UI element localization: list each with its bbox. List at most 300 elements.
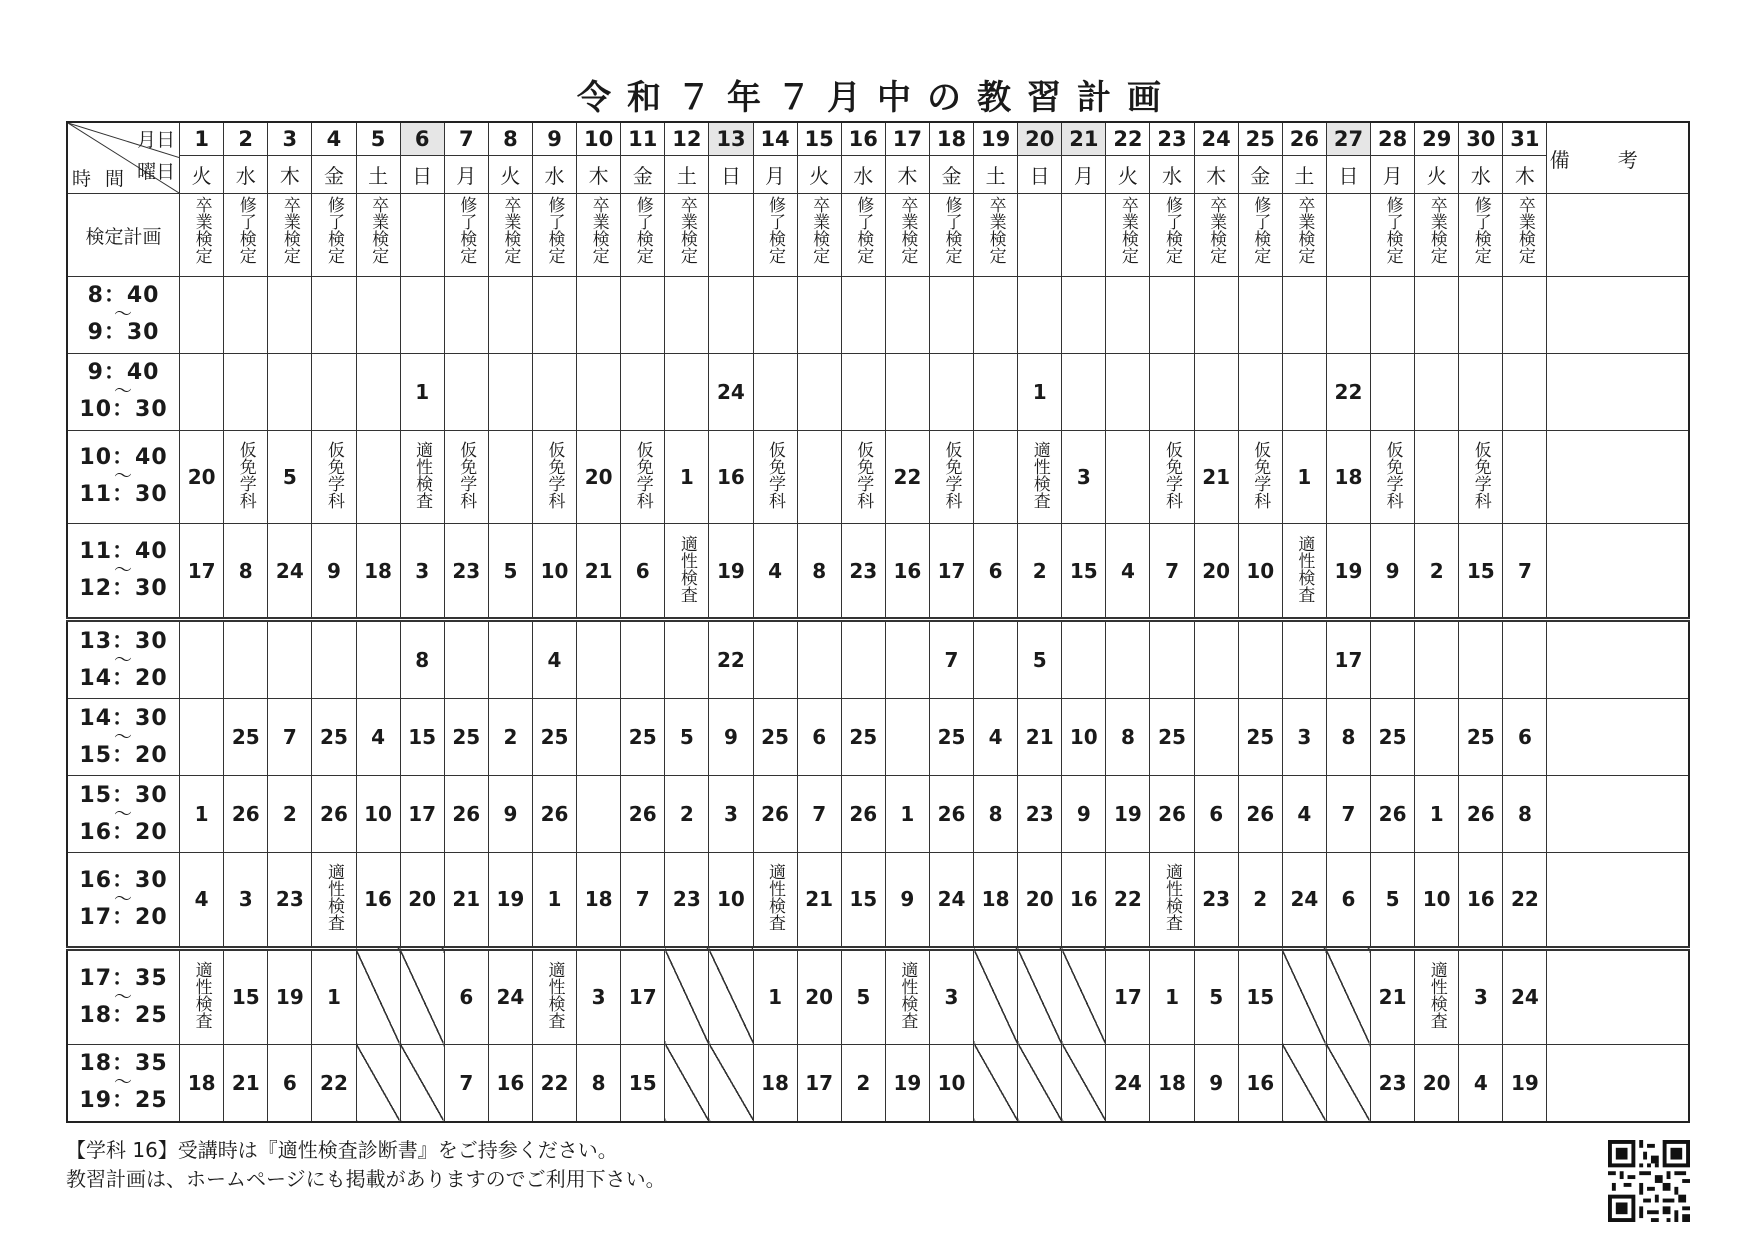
lesson-number-cell: 26 [312,776,356,853]
no-class-cell [709,1044,753,1122]
plan-cell [268,194,312,277]
weekday-header: 火 [1415,156,1459,194]
lesson-number-cell: 10 [709,852,753,948]
lesson-number-cell: 26 [753,776,797,853]
lesson-number-cell: 25 [1150,699,1194,776]
plan-cell [885,194,929,277]
weekday-header: 水 [1459,156,1503,194]
remarks-cell [1547,194,1689,277]
plan-text: 卒業検定 [1514,196,1535,264]
day-header-17: 17 [885,122,929,156]
lesson-number-cell: 6 [974,524,1018,620]
time-end: 12：30 [79,576,168,602]
plan-text: 卒業検定 [1206,196,1227,264]
time-slot-label [67,524,180,620]
lesson-number-cell: 5 [1018,620,1062,699]
plan-cell [621,194,665,277]
lesson-number-cell: 6 [268,1044,312,1122]
special-class-cell [665,524,709,620]
lesson-number-cell: 25 [312,699,356,776]
special-class-cell [753,852,797,948]
lesson-number-cell [1194,277,1238,354]
lesson-number-cell: 23 [268,852,312,948]
lesson-number-cell: 24 [1282,852,1326,948]
time-end: 14：20 [79,665,168,691]
lesson-number-cell: 26 [224,776,268,853]
special-class-text: 適性検査 [412,440,433,509]
day-header-28: 28 [1371,122,1415,156]
lesson-number-cell: 19 [885,1044,929,1122]
lesson-number-cell: 16 [356,852,400,948]
time-start: 9：40 [87,360,160,386]
lesson-number-cell: 2 [1415,524,1459,620]
weekday-header: 木 [1194,156,1238,194]
time-slot-row [67,524,1689,620]
lesson-number-cell: 2 [665,776,709,853]
time-end: 17：20 [79,904,168,930]
special-class-text: 仮免学科 [456,440,477,509]
lesson-number-cell: 16 [885,524,929,620]
lesson-number-cell: 3 [400,524,444,620]
weekday-header: 火 [180,156,224,194]
day-header-3: 3 [268,122,312,156]
lesson-number-cell: 21 [1194,430,1238,523]
lesson-number-cell [1371,277,1415,354]
lesson-number-cell: 1 [1415,776,1459,853]
lesson-number-cell: 1 [1150,948,1194,1044]
lesson-number-cell [1326,277,1370,354]
remarks-cell [1547,948,1689,1044]
weekday-header: 土 [974,156,1018,194]
lesson-number-cell [1194,353,1238,430]
lesson-number-cell [621,277,665,354]
time-slot-row [67,1044,1689,1122]
special-class-cell [180,948,224,1044]
day-header-2: 2 [224,122,268,156]
remarks-cell [1547,353,1689,430]
no-class-cell [665,948,709,1044]
lesson-number-cell: 1 [665,430,709,523]
lesson-number-cell [1415,430,1459,523]
day-header-29: 29 [1415,122,1459,156]
lesson-number-cell [488,430,532,523]
time-end: 18：25 [79,1002,168,1028]
lesson-number-cell [400,277,444,354]
plan-cell [312,194,356,277]
lesson-number-cell [1503,277,1547,354]
day-header-26: 26 [1282,122,1326,156]
special-class-cell [400,430,444,523]
lesson-number-cell: 9 [709,699,753,776]
weekday-header: 日 [1326,156,1370,194]
lesson-number-cell [621,353,665,430]
lesson-number-cell: 3 [709,776,753,853]
day-header-18: 18 [929,122,973,156]
special-class-cell [841,430,885,523]
lesson-number-cell [1106,620,1150,699]
lesson-number-cell: 25 [532,699,576,776]
lesson-number-cell: 1 [1282,430,1326,523]
lesson-number-cell: 4 [1282,776,1326,853]
lesson-number-cell: 20 [180,430,224,523]
weekday-header: 金 [621,156,665,194]
lesson-number-cell: 22 [1106,852,1150,948]
no-class-cell [974,948,1018,1044]
lesson-number-cell: 3 [1282,699,1326,776]
time-end: 10：30 [79,397,168,423]
weekday-header: 木 [268,156,312,194]
lesson-number-cell [1503,353,1547,430]
lesson-number-cell: 4 [1106,524,1150,620]
special-class-text: 適性検査 [1162,863,1183,932]
lesson-number-cell: 10 [356,776,400,853]
lesson-number-cell: 5 [665,699,709,776]
lesson-number-cell: 21 [797,852,841,948]
time-tilde: ～ [114,381,134,403]
lesson-number-cell: 25 [841,699,885,776]
plan-text: 修了検定 [1250,196,1271,264]
lesson-number-cell: 2 [488,699,532,776]
lesson-number-cell: 25 [444,699,488,776]
lesson-number-cell: 10 [1415,852,1459,948]
lesson-number-cell [1282,620,1326,699]
no-class-cell [1326,1044,1370,1122]
lesson-number-cell [929,353,973,430]
remarks-cell [1547,852,1689,948]
special-class-text: 仮免学科 [1382,440,1403,509]
day-header-21: 21 [1062,122,1106,156]
lesson-number-cell [224,277,268,354]
lesson-number-cell: 15 [1062,524,1106,620]
time-end: 15：20 [79,742,168,768]
corner-weekday-label: 曜日 [137,161,176,183]
no-class-cell [400,1044,444,1122]
lesson-number-cell [268,620,312,699]
weekday-header: 水 [224,156,268,194]
special-class-text: 仮免学科 [1470,440,1491,509]
special-class-text: 仮免学科 [941,440,962,509]
lesson-number-cell: 22 [1326,353,1370,430]
lesson-number-cell [1062,353,1106,430]
time-end: 11：30 [79,482,168,508]
lesson-number-cell: 25 [621,699,665,776]
lesson-number-cell: 6 [621,524,665,620]
remarks-cell [1547,524,1689,620]
lesson-number-cell [577,353,621,430]
lesson-number-cell [885,699,929,776]
weekday-header: 日 [400,156,444,194]
day-header-8: 8 [488,122,532,156]
plan-cell [1282,194,1326,277]
time-slot-label [67,277,180,354]
no-class-cell [356,1044,400,1122]
time-tilde: ～ [114,304,134,326]
special-class-cell [312,430,356,523]
plan-row-label: 検定計画 [67,194,180,277]
weekday-header: 土 [665,156,709,194]
lesson-number-cell: 7 [444,1044,488,1122]
lesson-number-cell: 19 [1326,524,1370,620]
lesson-number-cell [1150,620,1194,699]
plan-cell [1326,194,1370,277]
page-title: 令和７年７月中の教習計画 [577,78,1177,118]
lesson-number-cell: 9 [1371,524,1415,620]
lesson-number-cell: 5 [268,430,312,523]
weekday-header: 金 [929,156,973,194]
corner-time-label: 時間 [72,168,139,190]
weekday-header: 日 [709,156,753,194]
weekday-header: 水 [1150,156,1194,194]
plan-cell [753,194,797,277]
time-end: 19：25 [79,1088,168,1114]
lesson-number-cell: 23 [665,852,709,948]
no-class-cell [400,948,444,1044]
lesson-number-cell [532,353,576,430]
lesson-number-cell: 2 [1238,852,1282,948]
qr-code-icon[interactable] [1608,1140,1690,1222]
day-header-27: 27 [1326,122,1370,156]
lesson-number-cell: 15 [400,699,444,776]
time-slot-row [67,277,1689,354]
lesson-number-cell [841,277,885,354]
special-class-cell [1282,524,1326,620]
lesson-number-cell: 24 [1106,1044,1150,1122]
special-class-text: 仮免学科 [765,440,786,509]
lesson-number-cell [974,277,1018,354]
no-class-cell [1326,948,1370,1044]
day-header-25: 25 [1238,122,1282,156]
lesson-number-cell: 23 [1018,776,1062,853]
weekday-header: 金 [1238,156,1282,194]
time-tilde: ～ [114,560,134,582]
special-class-cell [621,430,665,523]
lesson-number-cell [1106,353,1150,430]
lesson-number-cell: 18 [974,852,1018,948]
time-end: 16：20 [79,819,168,845]
no-class-cell [356,948,400,1044]
lesson-number-cell: 20 [577,430,621,523]
plan-cell [1238,194,1282,277]
lesson-number-cell: 8 [1106,699,1150,776]
time-start: 14：30 [79,705,168,731]
no-class-cell [974,1044,1018,1122]
plan-text: 修了検定 [941,196,962,264]
lesson-number-cell: 9 [488,776,532,853]
lesson-number-cell: 23 [1194,852,1238,948]
time-slot-row [67,430,1689,523]
lesson-number-cell: 20 [797,948,841,1044]
weekday-header: 水 [532,156,576,194]
lesson-number-cell: 18 [577,852,621,948]
lesson-number-cell: 19 [488,852,532,948]
day-header-19: 19 [974,122,1018,156]
lesson-number-cell: 25 [1371,699,1415,776]
special-class-cell [1018,430,1062,523]
lesson-number-cell [488,353,532,430]
day-header-16: 16 [841,122,885,156]
lesson-number-cell: 15 [1459,524,1503,620]
lesson-number-cell [1371,620,1415,699]
lesson-number-cell [444,277,488,354]
plan-text: 卒業検定 [1426,196,1447,264]
special-class-text: 仮免学科 [1250,440,1271,509]
lesson-number-cell: 6 [1194,776,1238,853]
lesson-number-cell: 7 [797,776,841,853]
special-class-cell [1150,430,1194,523]
lesson-number-cell: 15 [841,852,885,948]
lesson-number-cell [885,620,929,699]
lesson-number-cell [1459,277,1503,354]
weekday-header: 月 [444,156,488,194]
lesson-number-cell: 26 [1371,776,1415,853]
lesson-number-cell [665,277,709,354]
lesson-number-cell: 23 [1371,1044,1415,1122]
weekday-header: 木 [577,156,621,194]
time-slot-row [67,620,1689,699]
plan-text: 修了検定 [456,196,477,264]
lesson-number-cell [532,277,576,354]
lesson-number-cell: 4 [974,699,1018,776]
lesson-number-cell [488,277,532,354]
lesson-number-cell: 3 [224,852,268,948]
lesson-number-cell: 26 [1459,776,1503,853]
lesson-number-cell: 17 [929,524,973,620]
lesson-number-cell: 5 [488,524,532,620]
lesson-number-cell: 5 [841,948,885,1044]
lesson-number-cell: 25 [1238,699,1282,776]
plan-text: 卒業検定 [588,196,609,264]
lesson-number-cell: 7 [621,852,665,948]
lesson-number-cell: 22 [709,620,753,699]
note-line-2: 教習計画は、ホームページにも掲載がありますのでご利用下さい。 [66,1167,666,1191]
lesson-number-cell: 26 [1238,776,1282,853]
special-class-text: 適性検査 [765,863,786,932]
lesson-number-cell: 17 [1326,620,1370,699]
remarks-cell [1547,699,1689,776]
plan-cell [1459,194,1503,277]
plan-cell [1371,194,1415,277]
plan-text: 修了検定 [853,196,874,264]
plan-text: 卒業検定 [1294,196,1315,264]
lesson-number-cell: 24 [1503,948,1547,1044]
lesson-number-cell [1106,430,1150,523]
lesson-number-cell: 23 [444,524,488,620]
lesson-number-cell [1150,277,1194,354]
lesson-number-cell: 18 [1150,1044,1194,1122]
lesson-number-cell: 20 [1415,1044,1459,1122]
lesson-number-cell: 3 [577,948,621,1044]
lesson-number-cell: 7 [1503,524,1547,620]
plan-text: 修了検定 [1470,196,1491,264]
time-slot-row [67,353,1689,430]
lesson-number-cell: 8 [577,1044,621,1122]
special-class-text: 適性検査 [676,534,697,603]
remarks-cell [1547,430,1689,523]
lesson-number-cell [312,620,356,699]
schedule-table [66,121,1690,1123]
time-tilde: ～ [114,803,134,825]
plan-cell [797,194,841,277]
plan-text: 修了検定 [1162,196,1183,264]
lesson-number-cell: 16 [1062,852,1106,948]
lesson-number-cell [356,430,400,523]
lesson-number-cell: 2 [841,1044,885,1122]
weekday-header: 火 [1106,156,1150,194]
plan-text: 卒業検定 [191,196,212,264]
plan-cell [1062,194,1106,277]
lesson-number-cell: 7 [929,620,973,699]
lesson-number-cell [1282,353,1326,430]
lesson-number-cell: 3 [1062,430,1106,523]
time-slot-label [67,430,180,523]
weekday-header: 土 [1282,156,1326,194]
day-header-14: 14 [753,122,797,156]
time-start: 11：40 [79,539,168,565]
no-class-cell [1018,1044,1062,1122]
no-class-cell [1062,948,1106,1044]
lesson-number-cell [1415,699,1459,776]
lesson-number-cell: 24 [488,948,532,1044]
lesson-number-cell: 19 [1503,1044,1547,1122]
special-class-text: 仮免学科 [544,440,565,509]
lesson-number-cell: 17 [1106,948,1150,1044]
lesson-number-cell [180,353,224,430]
lesson-number-cell: 3 [1459,948,1503,1044]
lesson-number-cell [577,620,621,699]
lesson-number-cell: 9 [1194,1044,1238,1122]
lesson-number-cell: 5 [1194,948,1238,1044]
lesson-number-cell [1415,277,1459,354]
lesson-number-cell: 4 [1459,1044,1503,1122]
time-end: 9：30 [87,320,160,346]
lesson-number-cell: 1 [885,776,929,853]
lesson-number-cell [444,620,488,699]
time-slot-label [67,699,180,776]
plan-text: 卒業検定 [676,196,697,264]
lesson-number-cell [356,353,400,430]
special-class-text: 仮免学科 [323,440,344,509]
special-class-text: 適性検査 [1294,534,1315,603]
plan-text: 修了検定 [632,196,653,264]
time-slot-label [67,353,180,430]
special-class-cell [1238,430,1282,523]
lesson-number-cell [1106,277,1150,354]
lesson-number-cell [929,277,973,354]
special-class-text: 仮免学科 [632,440,653,509]
lesson-number-cell: 21 [224,1044,268,1122]
plan-cell [1150,194,1194,277]
lesson-number-cell: 17 [180,524,224,620]
special-class-cell [1415,948,1459,1044]
lesson-number-cell: 17 [400,776,444,853]
lesson-number-cell: 15 [621,1044,665,1122]
lesson-number-cell: 10 [1062,699,1106,776]
day-header-12: 12 [665,122,709,156]
lesson-number-cell [1194,620,1238,699]
day-header-30: 30 [1459,122,1503,156]
lesson-number-cell: 1 [180,776,224,853]
time-slot-row [67,852,1689,948]
special-class-text: 適性検査 [897,961,918,1030]
lesson-number-cell [974,430,1018,523]
lesson-number-cell [665,620,709,699]
lesson-number-cell [1238,620,1282,699]
lesson-number-cell: 1 [753,948,797,1044]
day-header-9: 9 [532,122,576,156]
lesson-number-cell: 8 [400,620,444,699]
lesson-number-cell: 8 [1503,776,1547,853]
header-corner [67,122,180,194]
